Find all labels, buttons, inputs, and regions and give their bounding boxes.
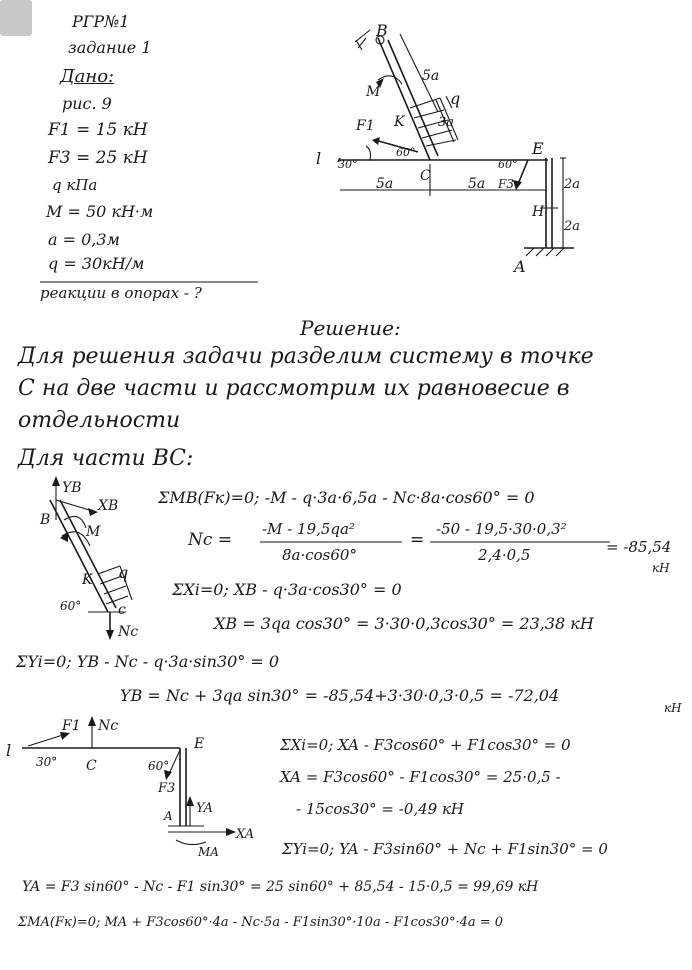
equation-nc-num: -M - 19,5qa² (262, 520, 355, 538)
fbd2-ma: MA (198, 845, 219, 859)
equation: XB = 3qa cos30° = 3·30·0,3cos30° = 23,38 кН (214, 614, 594, 633)
fbd2-e: E (194, 736, 205, 752)
header-code: РГР№1 (72, 12, 130, 31)
label-f3: F3 (498, 177, 514, 191)
given-line: рис. 9 (62, 94, 112, 113)
fbd1-b: B (40, 512, 51, 528)
label-m: M (366, 84, 381, 100)
fbd1-m: M (86, 524, 101, 540)
fbd1-q: q (118, 563, 129, 582)
given-line: F1 = 15 кН (48, 120, 148, 140)
fbd2-60: 60° (148, 759, 170, 773)
equation-nc-num2: -50 - 19,5·30·0,3² (436, 520, 567, 538)
part-bc-heading: Для части BC: (18, 446, 194, 471)
equation-eq: = (410, 530, 425, 550)
equation: ΣMA(Fк)=0; MA + F3cos60°·4a - Nc·5a - F1sin30°·10a - F1cos30°·4a = 0 (18, 915, 504, 930)
label-b: B (376, 21, 388, 40)
fbd2-c: C (86, 758, 97, 774)
label-q: q (450, 89, 461, 108)
fbd1-nc: Nc (118, 624, 139, 640)
label-l: l (316, 149, 322, 168)
fbd2-f3: F3 (158, 781, 176, 796)
solution-intro-line: отдельности (18, 408, 181, 433)
equation: ΣMB(Fк)=0; -M - q·3a·6,5a - Nc·8a·cos60° = 0 (158, 488, 535, 507)
label-k: K (394, 114, 405, 130)
equation-nc-den: 8a·cos60° (282, 546, 357, 564)
equation-nc-unit: кН (652, 561, 670, 575)
label-2a-bottom: 2a (564, 219, 581, 234)
fbd1-angle: 60° (60, 599, 82, 613)
given-line: M = 50 кН·м (46, 202, 154, 221)
given-line: q = 30кН/м (48, 254, 145, 273)
given-question: реакции в опорах - ? (40, 284, 202, 302)
label-30: 30° (338, 158, 358, 171)
label-e: E (532, 139, 544, 158)
label-5a-right: 5a (468, 176, 486, 192)
solution-intro-line: Для решения задачи разделим систему в точке (18, 344, 594, 369)
label-c: C (420, 168, 431, 184)
equation-nc-result: = -85,54 (606, 538, 672, 556)
given-line: F3 = 25 кН (48, 148, 148, 168)
equation: - 15cos30° = -0,49 кН (296, 800, 465, 818)
fbd1-k: K (82, 572, 93, 588)
label-60-right: 60° (498, 158, 518, 171)
label-5a-top: 5a (422, 68, 440, 84)
equation-nc-den2: 2,4·0,5 (478, 546, 531, 564)
fbd2-f1: F1 (62, 718, 81, 734)
equation-nc-lhs: Nc = (188, 530, 233, 550)
equation: ΣXi=0; XB - q·3a·cos30° = 0 (172, 580, 402, 599)
fbd1-yb: YB (62, 480, 82, 496)
header-task: задание 1 (68, 38, 152, 57)
equation: ΣXi=0; XA - F3cos60° + F1cos30° = 0 (280, 736, 571, 754)
equation-unit: кН (664, 701, 682, 715)
label-f1: F1 (356, 118, 375, 134)
label-5a-left: 5a (376, 176, 394, 192)
label-3a: 3a (438, 115, 455, 130)
solution-intro-line: С на две части и рассмотрим их равновесие в (18, 376, 570, 401)
equation: ΣYi=0; YB - Nc - q·3a·sin30° = 0 (16, 652, 280, 671)
label-2a-top: 2a (564, 177, 581, 192)
given-line: q кПа (52, 176, 98, 194)
fbd2-ya: YA (196, 801, 213, 816)
given-line: a = 0,3м (48, 230, 120, 249)
given-title: Дано: (60, 66, 115, 87)
label-a: A (514, 257, 526, 276)
fbd2-a: A (164, 809, 173, 823)
equation: YA = F3 sin60° - Nc - F1 sin30° = 25 sin60° + 85,54 - 15·0,5 = 99,69 кН (22, 879, 539, 895)
fbd2-l: l (6, 741, 12, 760)
fbd2-30: 30° (36, 755, 58, 769)
equation: YB = Nc + 3qa sin30° = -85,54+3·30·0,3·0,5 = -72,04 (120, 686, 560, 705)
fbd2-xa: XA (236, 827, 255, 842)
solution-title: Решение: (300, 316, 401, 340)
fbd1-beam (50, 500, 108, 612)
equation: XA = F3cos60° - F1cos30° = 25·0,5 - (280, 768, 561, 786)
label-h: H (532, 204, 545, 220)
equation: ΣYi=0; YA - F3sin60° + Nc + F1sin30° = 0 (282, 840, 608, 858)
fbd1-xb: XB (98, 498, 119, 514)
fbd2-nc: Nc (98, 718, 119, 734)
fbd1-c: c (118, 602, 126, 618)
label-60-left: 60° (396, 146, 416, 159)
beam-bc (378, 38, 430, 160)
